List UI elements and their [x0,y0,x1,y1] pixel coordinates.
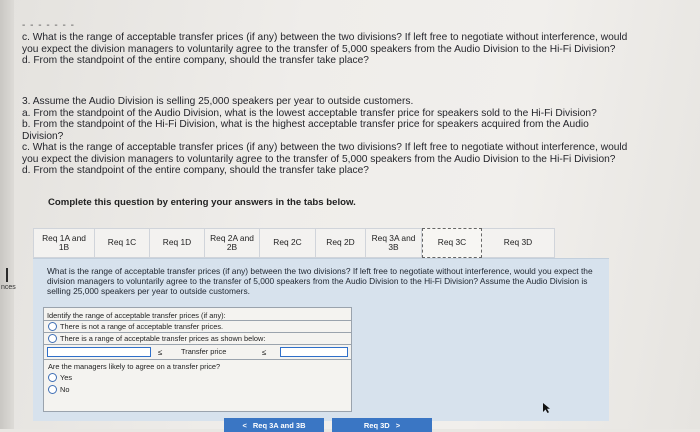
radio-no-range[interactable] [48,322,57,331]
prev-tab-label: Req 3A and 3B [252,420,306,430]
tab-req-2c[interactable]: Req 2C [260,228,316,258]
upper-bound-input[interactable] [280,347,348,357]
question-3-block [22,96,627,177]
answer-form [43,307,352,412]
next-tab-button[interactable] [332,418,432,432]
question-3-intro: 3. Assume the Audio Division is selling 25,000 speakers per year to outside customers. [22,96,414,107]
instruction-text: Complete this question by entering your answers in the tabs below. [48,197,356,208]
question-3d: d. From the standpoint of the entire company, should the transfer take place? [22,165,369,176]
agree-question: Are the managers likely to agree on a transfer price? [48,362,221,371]
tab-req-1a-1b[interactable]: Req 1A and 1B [33,228,95,258]
question-3b: b. From the standpoint of the Hi-Fi Division, what is the highest acceptable transfer price for speakers acquired from the Audio [22,119,589,130]
question-3b-cont: Division? [22,130,64,142]
next-tab-label: Req 3D [363,420,390,430]
option-range-row[interactable] [44,333,351,345]
transfer-price-label: Transfer price [181,347,227,356]
radio-yes[interactable] [48,373,57,382]
left-edge-strip [0,0,14,429]
question-3c-cont: you expect the division managers to voluntarily agree to the transfer of 5,000 speakers from the Audio Division to the Hi-Fi Division? [22,153,616,165]
option-yes-row[interactable] [44,371,351,383]
radio-range[interactable] [48,334,57,343]
radio-no[interactable] [48,385,57,394]
tab-req-2d[interactable]: Req 2D [316,228,366,258]
panel-question: What is the range of acceptable transfer prices (if any) between the two divisions? If left free to negotiate without interference, would you expect the division managers to voluntarily agree to the transfer of 5,000 speakers from the Audio Division to the Hi-Fi Division? Assume the Audio Division is selling 25,000 speakers per year to outside customers. [47,266,593,296]
lte-symbol-left: ≤ [158,348,163,357]
question-3a: a. From the standpoint of the Audio Division, what is the lowest acceptable transfer price for speakers sold to the Hi-Fi Division? [22,107,597,119]
question-d-line: d. From the standpoint of the entire company, should the transfer take place? [22,55,369,66]
prev-arrow-icon: < [242,420,247,430]
left-edge-marker [6,268,8,282]
tab-req-3d[interactable]: Req 3D [482,228,555,258]
left-edge-label: nces [1,284,16,291]
tab-req-1d[interactable]: Req 1D [150,228,205,258]
question-c-line2: you expect the division managers to voluntarily agree to the transfer of 5,000 speakers from the Audio Division to the Hi-Fi Division? [22,43,616,55]
mouse-cursor-icon [542,402,551,417]
requirement-tabs [33,228,555,258]
header-dashes: - - - - - - - [22,20,75,31]
lower-bound-input[interactable] [47,347,151,357]
question-c-line1: c. What is the range of acceptable transfer prices (if any) between the two divisions? If left free to negotiate without interference, would [22,32,628,43]
answer-panel [33,258,609,421]
question-3c: c. What is the range of acceptable transfer prices (if any) between the two divisions? If left free to negotiate without interference, would [22,142,628,153]
prev-tab-button[interactable] [224,418,324,432]
tab-req-3c[interactable]: Req 3C [422,228,482,258]
tab-req-3a-3b[interactable]: Req 3A and 3B [366,228,422,258]
tab-req-1c[interactable]: Req 1C [95,228,150,258]
form-header: Identify the range of acceptable transfer prices (if any): [44,308,351,321]
question-c-block [22,32,627,67]
option-no-label: No [60,384,70,394]
option-no-row[interactable] [44,383,351,395]
option-no-range-row[interactable] [44,321,351,333]
lte-symbol-right: ≤ [262,348,267,357]
option-no-range-label: There is not a range of acceptable transfer prices. [60,322,224,331]
tab-req-2a-2b[interactable]: Req 2A and 2B [205,228,260,258]
option-range-label: There is a range of acceptable transfer prices as shown below: [60,334,266,343]
next-arrow-icon: > [395,420,401,430]
transfer-price-row [44,345,351,360]
option-yes-label: Yes [60,372,73,382]
